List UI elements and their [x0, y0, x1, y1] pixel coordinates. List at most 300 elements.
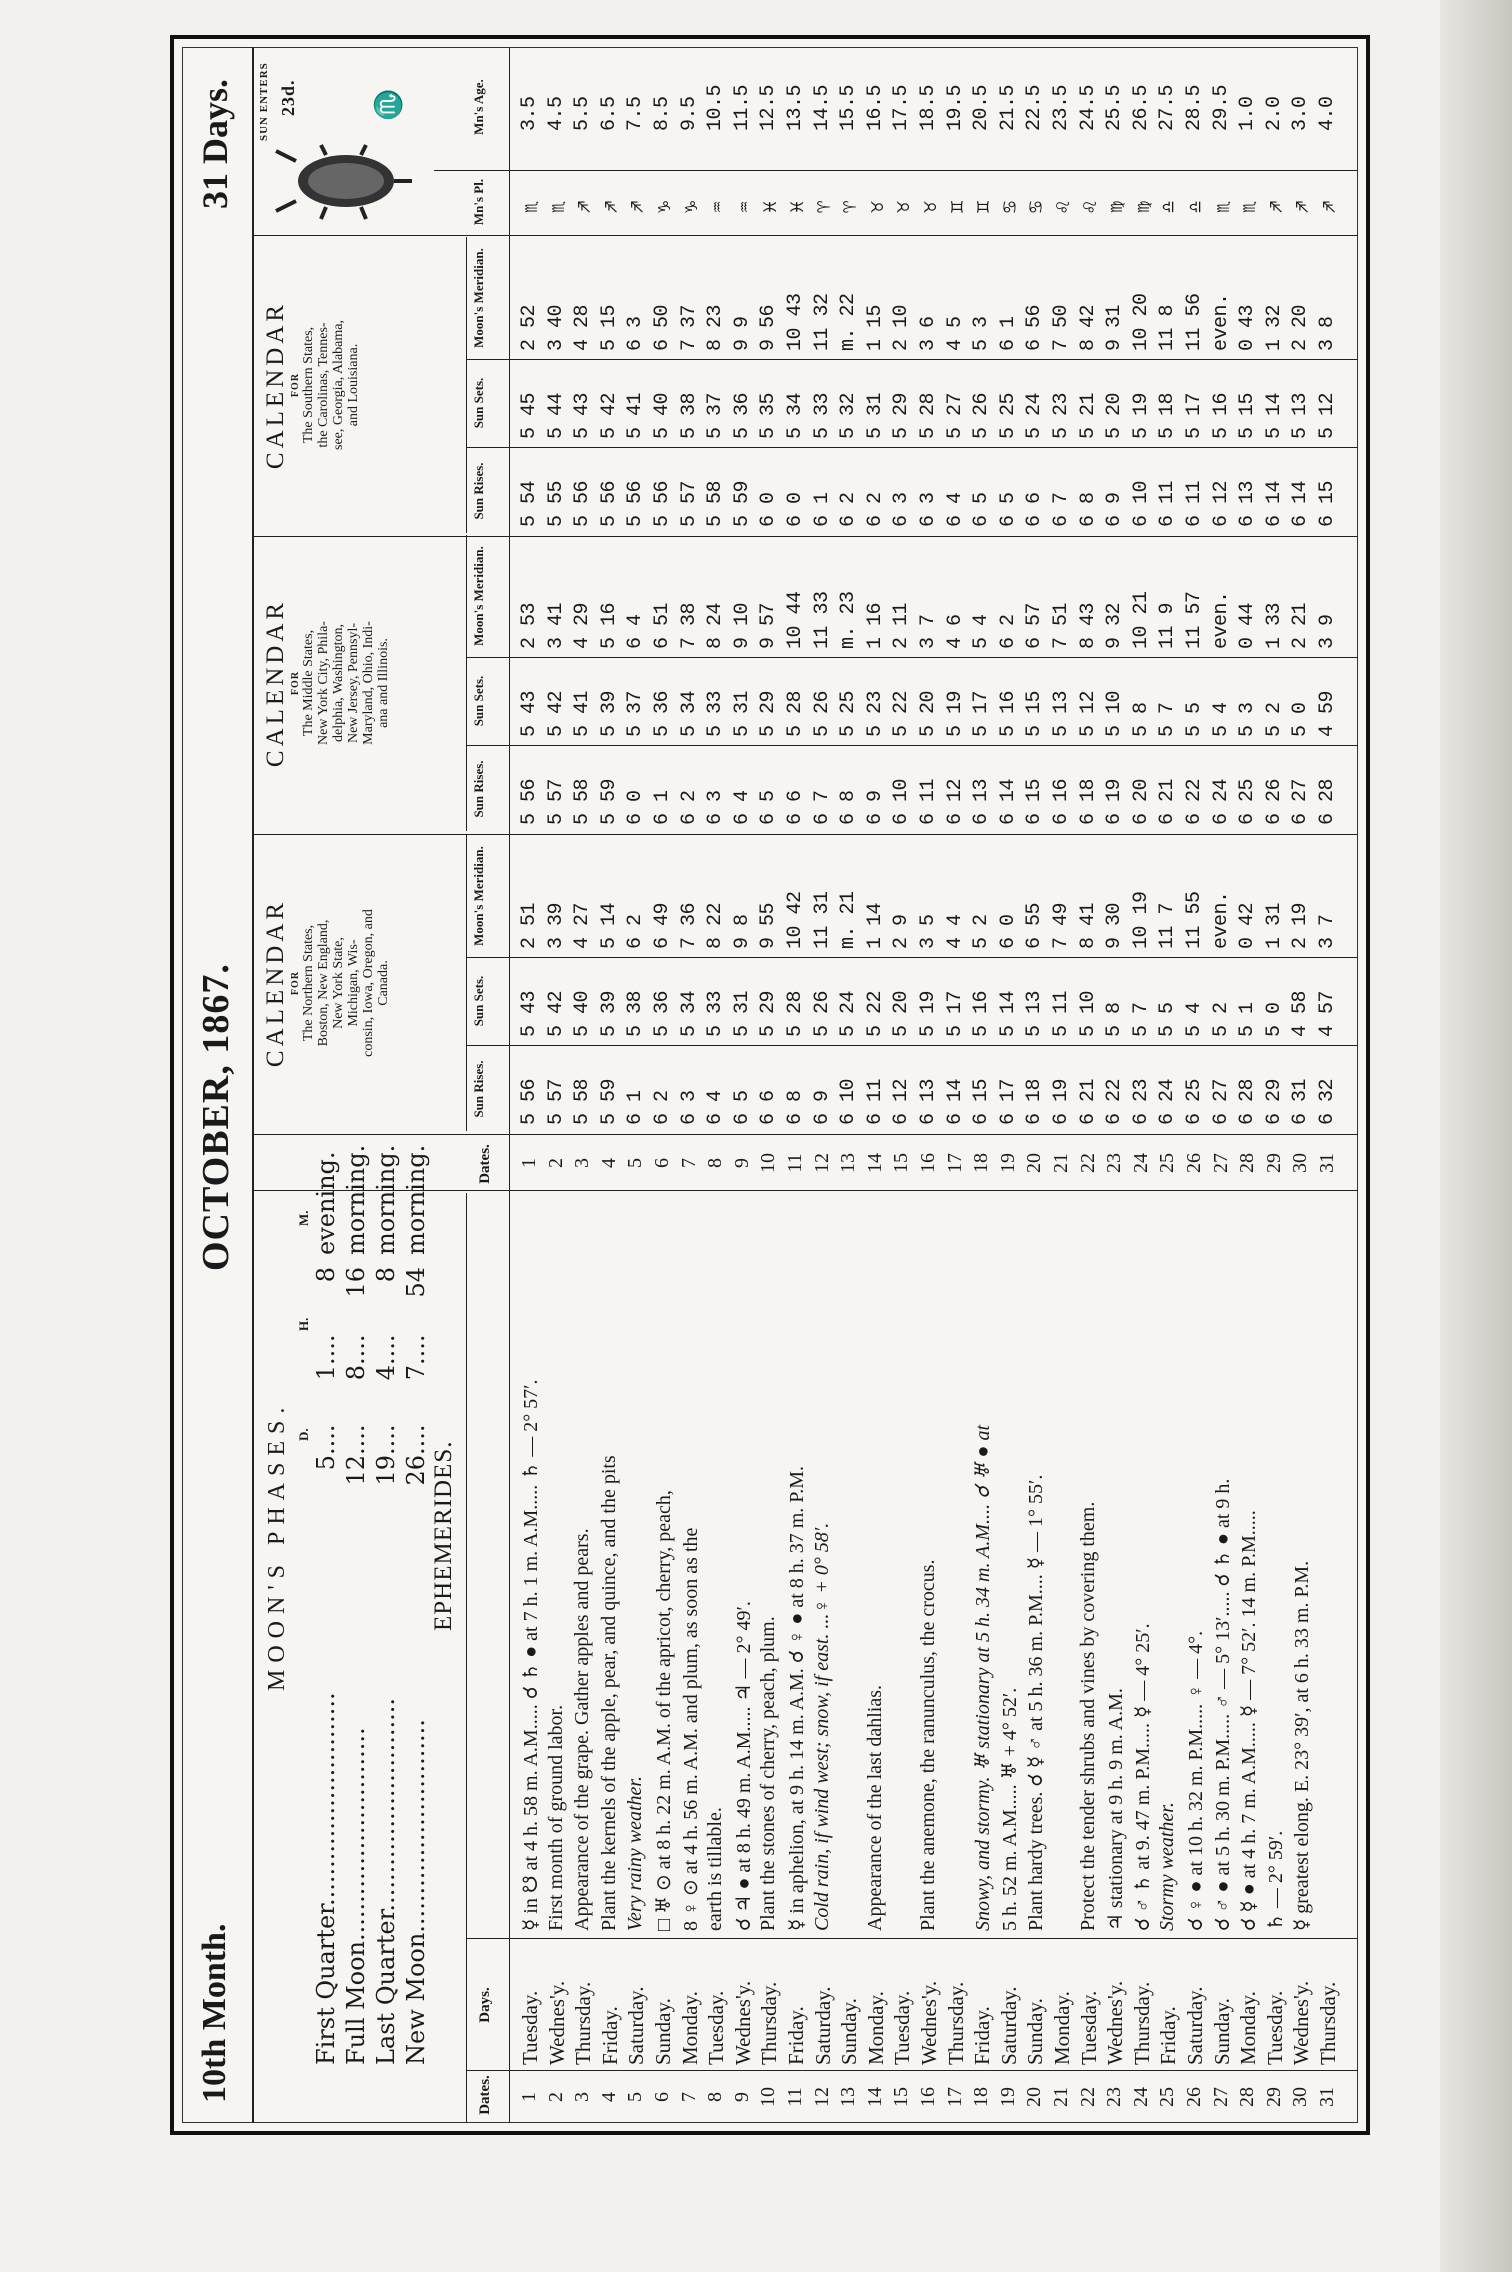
calendar-value: 5 10: [1076, 990, 1100, 1037]
ephemeris-entry: ☿ greatest elong. E. 23° 39′, at 6 h. 33 m. P.M.: [1291, 1560, 1314, 1931]
calendar-dates-column-label: Dates.: [477, 1144, 493, 1184]
calendar-value: 5 56: [651, 480, 674, 527]
calendar-value: 6 6: [1023, 492, 1047, 527]
calendar-value: 5 33: [704, 990, 728, 1037]
ephemeris-date: 30: [1289, 2087, 1312, 2107]
calendar-column-label: Sun Rises.: [471, 760, 486, 818]
calendar-value: 5 20: [890, 990, 914, 1037]
calendar-value: 7 49: [1050, 902, 1073, 949]
moon-place-sign: ♍: [1106, 201, 1130, 213]
calendar-column-label: Moon's Meridian.: [471, 546, 486, 646]
calendar-date: 2: [544, 1158, 567, 1168]
moon-age-value: 2.0: [1262, 96, 1286, 131]
calendar-subheader-rule: [466, 535, 467, 831]
calendar-date: 5: [624, 1158, 647, 1168]
moon-place-sign: ♐: [600, 201, 624, 213]
page-title: OCTOBER, 1867.: [195, 963, 237, 1271]
calendar-value: 6 19: [1103, 778, 1127, 825]
calendar-region-line: The Middle States,: [301, 629, 316, 737]
calendar-value: 6 20: [1129, 778, 1153, 825]
calendar-value: 5 58: [571, 778, 595, 825]
calendar-value: 11 31: [810, 891, 834, 949]
calendar-value: 5 39: [597, 690, 621, 737]
moon-age-value: 22.5: [1023, 84, 1047, 131]
ephemeris-day: Wednes'y.: [1289, 1980, 1314, 2065]
calendar-value: 6 21: [1076, 1078, 1100, 1125]
calendar-column-label: Sun Sets.: [471, 377, 486, 429]
calendar-date: 21: [1050, 1153, 1072, 1173]
moon-age-value: 16.5: [863, 84, 887, 131]
calendar-value: 5 2: [1209, 1002, 1233, 1037]
calendar-for-label: FOR: [290, 372, 301, 398]
moon-place-sign: ♐: [627, 201, 651, 213]
calendar-value: 11 32: [810, 293, 834, 351]
calendar-value: 3 7: [1316, 914, 1339, 949]
calendar-value: 4 4: [943, 914, 967, 949]
calendar-date: 30: [1289, 1153, 1312, 1173]
calendar-value: 10 44: [784, 591, 807, 649]
sun-enters-label: SUN ENTERS: [258, 62, 270, 141]
calendar-region-line: Michigan, Wis-: [346, 939, 361, 1027]
calendar-value: 8 24: [704, 602, 728, 649]
calendar-subcolumn-divider: [466, 657, 1358, 658]
calendar-date: 12: [810, 1153, 833, 1173]
calendar-value: 5 32: [837, 392, 861, 439]
calendar-value: 6 57: [1023, 602, 1047, 649]
moon-age-value: 17.5: [890, 84, 914, 131]
moon-place-sign: ♐: [1319, 201, 1342, 213]
moon-age-value: 6.5: [597, 96, 621, 131]
moon-phase-dots: ....: [312, 1424, 340, 1455]
calendar-region-line: New Jersey, Pennsyl-: [346, 623, 361, 744]
moon-place-sign: ♏: [547, 201, 571, 213]
calendar-divider: [252, 536, 1358, 537]
calendar-value: 6 0: [996, 914, 1020, 949]
calendar-value: 6 56: [1023, 304, 1047, 351]
calendar-heading: [262, 835, 391, 1131]
moon-phase-minute: 16: [342, 1267, 370, 1298]
calendar-value: 3 5: [917, 914, 940, 949]
calendar-title: CALENDAR: [262, 898, 289, 1068]
calendar-date: 11: [784, 1153, 806, 1173]
calendar-value: 5 55: [544, 480, 568, 527]
ephemeris-day: Wednes'y.: [1103, 1980, 1128, 2065]
calendar-value: 5 26: [810, 990, 834, 1037]
calendar-value: 6 14: [1262, 480, 1286, 527]
calendar-value: 5 10: [1103, 690, 1127, 737]
calendar-value: 6 7: [810, 790, 834, 825]
moon-place-sign: ♌: [1079, 201, 1103, 213]
calendar-value: 5 34: [784, 392, 807, 439]
calendar-region-line: Maryland, Ohio, Indi-: [361, 621, 376, 745]
calendar-value: 5 14: [597, 902, 621, 949]
calendar-value: 5 27: [943, 392, 967, 439]
calendar-value: 2 53: [518, 602, 541, 649]
calendar-value: 5 56: [624, 480, 648, 527]
calendar-region-line: Boston, New England,: [316, 919, 331, 1047]
calendar-subcolumn-divider: [466, 1045, 1358, 1046]
ephemeris-entry: □ ♅ ⊙ at 8 h. 22 m. A.M. of the apricot, cherry, peach,: [653, 1490, 675, 1931]
moon-age-column-label: Mn's Age.: [471, 79, 486, 135]
ephemeris-entry: ♄ — 2° 59′.: [1264, 1830, 1287, 1931]
dates-divider: [466, 2070, 1358, 2071]
moon-age-value: 4.5: [544, 96, 568, 131]
calendar-value: 5 45: [518, 392, 541, 439]
calendar-region-line: delphia, Washington,: [331, 624, 346, 742]
calendar-value: 5 8: [1129, 702, 1153, 737]
calendar-value: 6 32: [1316, 1078, 1339, 1125]
ephemeris-date: 16: [917, 2087, 939, 2107]
calendar-value: 5 41: [571, 690, 595, 737]
ephemeris-entry: ♃ stationary at 9 h. 9 m. A.M.: [1105, 1688, 1128, 1931]
calendar-date: 15: [890, 1153, 913, 1173]
calendar-value: 5 57: [544, 1078, 568, 1125]
calendar-region-line: Canada.: [376, 960, 391, 1006]
calendar-value: 5 12: [1076, 690, 1100, 737]
calendar-value: 5 4: [1183, 1002, 1206, 1037]
calendar-value: 5 56: [571, 480, 595, 527]
calendar-value: 5 58: [571, 1078, 595, 1125]
calendar-value: 9 56: [757, 304, 781, 351]
calendar-date: 1: [518, 1158, 540, 1168]
ephemerides-right-divider: [252, 1190, 1358, 1191]
calendar-value: 5 11: [1050, 990, 1073, 1037]
calendar-value: 5 28: [784, 990, 807, 1037]
moon-age-value: 3.0: [1289, 96, 1313, 131]
calendar-region: [301, 237, 361, 533]
calendar-date: 14: [863, 1153, 886, 1173]
calendar-value: 5 25: [837, 690, 861, 737]
ephemeris-day: Sunday.: [651, 1998, 675, 2065]
ephemerides-header-rule: [466, 1193, 467, 2123]
calendar-value: 5 13: [1289, 392, 1313, 439]
ephemeris-date: 5: [624, 2092, 647, 2102]
calendar-value: 6 1: [624, 1090, 648, 1125]
moon-age-value: 11.5: [730, 84, 754, 131]
calendar-value: m. 22: [837, 293, 861, 351]
ephemeris-day: Wednes'y.: [730, 1980, 755, 2065]
calendar-value: even.: [1209, 293, 1233, 351]
moon-place-sign: ♊: [973, 201, 997, 213]
calendar-value: 6 27: [1289, 778, 1313, 825]
calendar-region-line: The Southern States,: [301, 326, 316, 444]
moon-place-sign: ♋: [1026, 201, 1050, 213]
calendar-value: 6 17: [996, 1078, 1020, 1125]
calendar-value: 4 57: [1316, 990, 1339, 1037]
moon-place-sign: ♏: [1212, 201, 1236, 213]
calendar-value: 9 31: [1103, 304, 1127, 351]
ephemeris-date: 20: [1023, 2087, 1046, 2107]
calendar-value: 3 6: [917, 316, 940, 351]
ephemeris-day: Tuesday.: [704, 1990, 729, 2065]
calendar-value: 9 55: [757, 902, 781, 949]
calendar-value: 6 22: [1183, 778, 1206, 825]
calendar-value: 5 16: [1209, 392, 1233, 439]
calendar-value: 6 9: [1103, 492, 1127, 527]
moon-phase-hour: 4: [372, 1365, 400, 1381]
calendar-value: 5 5: [1156, 1002, 1180, 1037]
moon-phase-minute: 8: [372, 1267, 400, 1283]
calendar-value: 6 3: [677, 1090, 701, 1125]
calendar-region-line: see, Georgia, Alabama,: [331, 320, 346, 450]
calendar-value: 6 12: [1209, 480, 1233, 527]
days-count: 31 Days.: [195, 79, 235, 210]
calendar-date: 7: [677, 1158, 700, 1168]
calendar-value: 7 37: [677, 304, 701, 351]
moon-place-sign: ♌: [1053, 201, 1076, 213]
calendar-value: 6 21: [1156, 778, 1180, 825]
calendar-value: 5 43: [518, 990, 541, 1037]
calendar-value: 5 58: [704, 480, 728, 527]
ephemeris-date: 19: [996, 2087, 1019, 2107]
ephemeris-date: 1: [518, 2092, 540, 2102]
calendar-value: 5 17: [1183, 392, 1206, 439]
calendar-value: 5 8: [1103, 1002, 1127, 1037]
calendar-subcolumn-divider: [466, 745, 1358, 746]
calendar-value: 6 12: [890, 1078, 914, 1125]
calendar-value: 6 1: [651, 790, 674, 825]
moon-place-sign: ♉: [920, 201, 943, 213]
moon-place-sign: ♎: [1186, 201, 1209, 213]
ephemeris-date: 7: [677, 2092, 700, 2102]
ephemeris-date: 29: [1262, 2087, 1285, 2107]
ephemeris-entry: 5 h. 52 m. A.M..... ♅ + 4° 52′.: [998, 1687, 1021, 1931]
calendar-value: 6 55: [1023, 902, 1047, 949]
calendar-value: 5 17: [943, 990, 967, 1037]
calendar-value: m. 23: [837, 591, 861, 649]
moon-age-value: 19.5: [943, 84, 967, 131]
calendar-value: 1 15: [863, 304, 887, 351]
calendar-value: 6 5: [996, 492, 1020, 527]
moon-place-sign: ♋: [999, 201, 1023, 213]
calendar-region: [301, 535, 391, 831]
ephemeris-entry: First month of ground labor.: [544, 1704, 567, 1931]
moon-phase-period: morning.: [372, 1144, 400, 1255]
calendar-value: 5 41: [624, 392, 648, 439]
ephemeris-date: 15: [890, 2087, 913, 2107]
calendar-value: 5 13: [1050, 690, 1073, 737]
calendar-value: 6 28: [1316, 778, 1339, 825]
moon-phase-name: Last Quarter............................: [372, 1697, 400, 2065]
ephemeris-date: 13: [837, 2087, 860, 2107]
calendar-value: 11 55: [1183, 891, 1206, 949]
calendar-value: 5 15: [1023, 690, 1047, 737]
calendar-value: 6 23: [1129, 1078, 1153, 1125]
calendar-region-line: ana and Illinois.: [376, 638, 391, 728]
calendar-value: 6 11: [863, 1078, 887, 1125]
calendar-value: 6 49: [651, 902, 674, 949]
calendar-value: 5 14: [996, 990, 1020, 1037]
calendar-value: 5 3: [970, 316, 994, 351]
calendar-value: 0 43: [1236, 304, 1260, 351]
ephemeris-entry: ☿ in aphelion, at 9 h. 14 m. A.M. ☌ ♀ ● at 8 h. 37 m. P.M.: [786, 1466, 808, 1931]
calendar-value: 5 24: [1023, 392, 1047, 439]
calendar-value: 6 10: [890, 778, 914, 825]
calendar-value: 6 28: [1236, 1078, 1260, 1125]
calendar-value: 6 16: [1050, 778, 1073, 825]
ephemeris-date: 12: [810, 2087, 833, 2107]
moon-age-value: 18.5: [917, 84, 940, 131]
calendar-value: 9 32: [1103, 602, 1127, 649]
ephemeris-day: Thursday.: [943, 1981, 968, 2065]
calendar-value: 6 8: [1076, 492, 1100, 527]
calendar-value: 6 0: [784, 492, 807, 527]
calendar-value: 2 21: [1289, 602, 1313, 649]
calendar-value: 6 24: [1209, 778, 1233, 825]
calendar-date: 26: [1183, 1153, 1205, 1173]
calendar-value: 5 29: [757, 690, 781, 737]
calendar-value: 5 57: [677, 480, 701, 527]
moon-columns-divider: [252, 235, 1358, 236]
calendar-value: 4 58: [1289, 990, 1313, 1037]
calendar-value: 6 0: [624, 790, 648, 825]
moon-phase-day: 26: [402, 1455, 430, 1486]
calendar-value: 6 3: [704, 790, 728, 825]
ephemeris-entry: Appearance of the grape. Gather apples and pears.: [571, 1528, 594, 1931]
ephemeris-day: Sunday.: [837, 1998, 862, 2065]
calendar-value: 5 40: [571, 990, 595, 1037]
ephemeris-day: Thursday.: [571, 1981, 596, 2065]
calendar-value: 5 34: [677, 690, 701, 737]
calendar-value: 6 11: [1183, 480, 1206, 527]
calendar-date: 9: [730, 1158, 753, 1168]
calendar-value: 9 10: [730, 602, 754, 649]
calendar-value: 5 19: [1129, 392, 1153, 439]
moon-phase-period: evening.: [312, 1151, 340, 1255]
calendar-value: 6 15: [1316, 480, 1339, 527]
calendar-value: 2 51: [518, 902, 541, 949]
calendar-date: 28: [1236, 1153, 1259, 1173]
calendar-date: 20: [1023, 1153, 1046, 1173]
moon-phases-col-h: H.: [296, 1317, 311, 1331]
moon-place-sign: ♑: [680, 201, 704, 213]
calendar-value: 6 2: [651, 1090, 674, 1125]
moon-place-sign: ♏: [521, 201, 544, 213]
header-rule: [252, 47, 254, 2123]
ephemeris-day: Sunday.: [1023, 1998, 1048, 2065]
calendar-heading: [262, 237, 361, 533]
calendar-value: 5 36: [651, 690, 674, 737]
calendar-value: 5 18: [1156, 392, 1180, 439]
moon-phase-dots: ....: [402, 1334, 430, 1365]
calendar-value: 11 9: [1156, 602, 1180, 649]
calendar-value: 6 5: [730, 1090, 754, 1125]
moon-age-value: 9.5: [677, 96, 701, 131]
moon-phases-col-d: D.: [296, 1428, 311, 1441]
calendar-value: 6 25: [1236, 778, 1260, 825]
moon-phase-minute: 54: [402, 1267, 430, 1298]
calendar-dates-divider: [252, 1134, 1358, 1135]
moon-place-sign: ♎: [1159, 201, 1183, 213]
calendar-title: CALENDAR: [262, 598, 289, 768]
moon-age-value: 26.5: [1129, 84, 1153, 131]
calendar-value: 6 29: [1262, 1078, 1286, 1125]
calendar-value: 0 42: [1236, 902, 1260, 949]
calendar-value: 5 35: [757, 392, 781, 439]
calendar-value: 5 26: [970, 392, 994, 439]
moon-phase-dots: ....: [372, 1334, 400, 1365]
moon-age-value: 29.5: [1209, 84, 1233, 131]
ephemeris-date: 8: [704, 2092, 727, 2102]
calendar-value: 5 16: [996, 690, 1020, 737]
moon-place-divider: [434, 170, 1358, 171]
moon-phase-dots: ....: [342, 1424, 370, 1455]
calendar-value: 5 56: [597, 480, 621, 527]
ephemeris-date: 4: [597, 2092, 620, 2102]
calendar-value: 3 8: [1316, 316, 1339, 351]
moon-phase-hour: 1: [312, 1365, 340, 1381]
moon-phase-minute: 8: [312, 1267, 340, 1283]
moon-place-sign: ♓: [787, 201, 810, 213]
ephemeris-date: 10: [757, 2087, 780, 2107]
calendar-for-label: FOR: [290, 670, 301, 696]
calendar-value: 5 1: [1236, 1002, 1260, 1037]
moon-phase-name: First Quarter............................: [312, 1692, 340, 2065]
calendar-value: 7 36: [677, 902, 701, 949]
calendar-value: 4 28: [571, 304, 595, 351]
ephemeris-entry: Plant the kernels of the apple, pear, and quince, and the pits: [597, 1455, 620, 1931]
moon-phase-dots: ....: [372, 1424, 400, 1455]
ephemeris-entry: Snowy, and stormy. ♅ stationary at 5 h. 34 m. A.M.... ☌ ♅ ● at: [972, 1424, 995, 1931]
calendar-value: 11 56: [1183, 293, 1206, 351]
month-label: 10th Month.: [196, 1923, 233, 2103]
calendar-date: 8: [704, 1158, 727, 1168]
calendar-value: 5 16: [970, 990, 994, 1037]
ephemeris-day: Wednes'y.: [544, 1980, 569, 2065]
ephemeris-entry: Stormy weather.: [1156, 1802, 1179, 1931]
moon-place-sign: ♉: [893, 201, 917, 213]
moon-place-sign: ♑: [654, 201, 677, 213]
calendar-value: 5 16: [597, 602, 621, 649]
scorpion-emblem-icon: [266, 143, 416, 221]
moon-place-sign: ♓: [760, 201, 784, 213]
moon-age-value: 13.5: [784, 84, 807, 131]
calendar-value: 6 4: [704, 1090, 728, 1125]
moon-age-value: 21.5: [996, 84, 1020, 131]
calendar-value: 0 44: [1236, 602, 1260, 649]
calendar-value: 6 1: [810, 492, 834, 527]
calendar-value: 6 6: [757, 1090, 781, 1125]
calendar-value: 6 50: [651, 304, 674, 351]
calendar-value: 5 20: [1103, 392, 1127, 439]
calendar-value: 5 42: [544, 990, 568, 1037]
ephemeris-entry: earth is tillable.: [704, 1807, 727, 1931]
calendar-date: 13: [837, 1153, 860, 1173]
moon-place-sign: ♐: [1265, 201, 1289, 213]
calendar-value: 5 28: [784, 690, 807, 737]
calendar-value: 5 36: [651, 990, 674, 1037]
calendar-date: 27: [1209, 1153, 1232, 1173]
ephemeris-entry: ☌ ♀ ● at 10 h. 32 m. P.M..... ♀ — 4°.: [1185, 1630, 1207, 1931]
moon-phases-heading: MOON'S PHASES.: [264, 1400, 290, 1691]
calendar-value: 11 7: [1156, 902, 1180, 949]
ephemeris-day: Saturday.: [810, 1986, 835, 2065]
moon-phase-row: [342, 1105, 370, 2065]
calendar-value: 6 4: [730, 790, 754, 825]
calendar-value: 4 29: [571, 602, 595, 649]
calendar-value: 6 1: [996, 316, 1020, 351]
ephemeris-day: Tuesday.: [890, 1990, 915, 2065]
ephemeris-date: 11: [784, 2087, 806, 2107]
moon-phase-hour: 8: [342, 1365, 370, 1381]
calendar-value: 3 9: [1316, 614, 1339, 649]
ephemeris-day: Tuesday.: [1076, 1990, 1101, 2065]
calendar-value: 5 24: [837, 990, 861, 1037]
calendar-value: 6 51: [651, 602, 674, 649]
calendar-value: 10 19: [1129, 891, 1153, 949]
calendar-value: 2 11: [890, 602, 914, 649]
calendar-value: 5 7: [1156, 702, 1180, 737]
